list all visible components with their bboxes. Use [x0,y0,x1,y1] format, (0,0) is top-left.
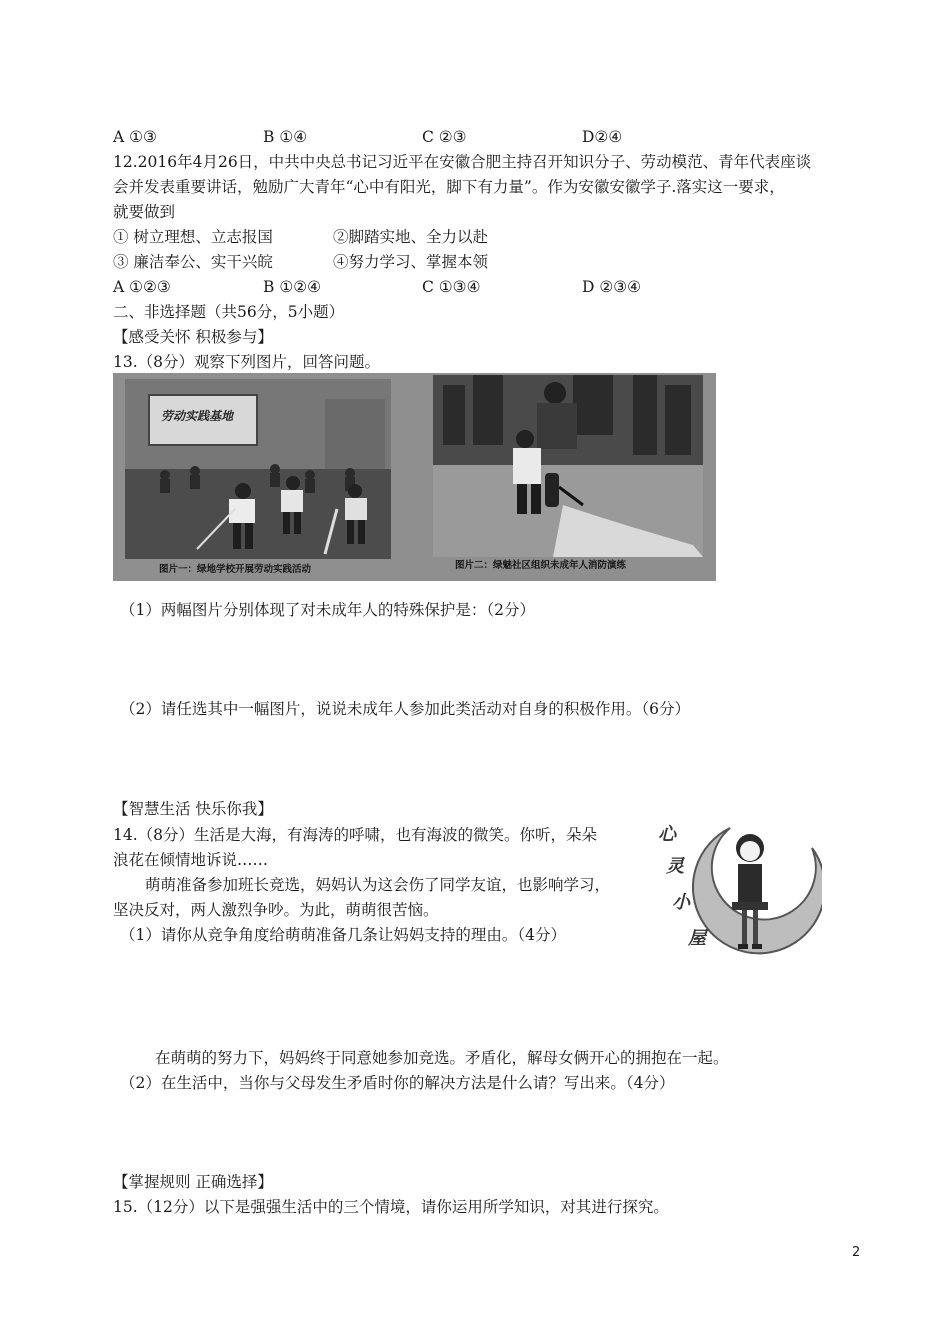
q15-stem: 15.（12分）以下是强强生活中的三个情境，请你运用所学知识，对其进行探究。 [113,1198,669,1216]
photo-1 [125,379,391,559]
q12-item-3: ③ 廉洁奉公、实干兴皖 [113,253,273,271]
q12-line-1: 12.2016年4月26日，中共中央总书记习近平在安徽合肥主持召开知识分子、劳动模范、青年代表座谈 [113,153,812,171]
q11-option-c: C ②③ [422,128,467,146]
photo-1-sign-text: 劳动实践基地 [161,409,234,423]
photo-2 [433,375,703,557]
logo-char-4: 屋 [688,928,706,949]
group-heading-2: 【智慧生活 快乐你我】 [113,800,273,818]
group-heading-3: 【掌握规则 正确选择】 [113,1173,273,1191]
q14-paragraph-line-1: 萌萌准备参加班长竞选，妈妈认为这会伤了同学友谊，也影响学习， [145,876,611,894]
q12-option-c: C ①③④ [422,278,481,296]
q14-sub-2: （2）在生活中，当你与父母发生矛盾时你的解决方法是什么请？写出来。（4分） [120,1074,675,1092]
group-heading-1: 【感受关怀 积极参与】 [113,328,273,346]
q14-paragraph-2: 在萌萌的努力下，妈妈终于同意她参加竞选。矛盾化，解母女俩开心的拥抱在一起。 [155,1049,729,1067]
q14-paragraph-line-2: 坚决反对，两人激烈争吵。为此，萌萌很苦恼。 [113,901,439,919]
q11-option-b: B ①④ [263,128,308,146]
q12-option-a: A ①②③ [113,278,171,296]
photo-2-scene [433,375,703,557]
q13-stem: 13.（8分）观察下列图片，回答问题。 [113,353,381,371]
section-heading: 二、非选择题（共56分，5小题） [113,303,345,321]
logo-char-1: 心 [658,824,676,845]
q11-option-a: A ①③ [113,128,157,146]
photo-1-caption: 图片一：绿地学校开展劳动实践活动 [159,564,312,575]
photo-2-caption: 图片二：绿魅社区组织未成年人消防演练 [455,560,627,571]
q13-sub-1: （1）两幅图片分别体现了对未成年人的特殊保护是：（2分） [120,601,535,619]
q14-line-2: 浪花在倾情地诉说…… [113,851,269,869]
q12-item-2: ②脚踏实地、全力以赴 [333,228,489,246]
q13-sub-2: （2）请任选其中一幅图片，说说未成年人参加此类活动对自身的积极作用。（6分） [120,700,690,718]
q12-line-3: 就要做到 [113,203,176,221]
q14-sub-1: （1）请你从竞争角度给萌萌准备几条让妈妈支持的理由。（4分） [120,926,566,944]
q11-option-d: D②④ [582,128,623,146]
heart-room-logo [652,818,822,960]
q14-line-1: 14.（8分）生活是大海，有海涛的呼啸，也有海波的微笑。你听，朵朵 [113,826,598,844]
q12-option-d: D ②③④ [582,278,642,296]
q12-item-4: ④努力学习、掌握本领 [333,253,489,271]
logo-char-2: 灵 [666,856,684,877]
logo-char-3: 小 [672,892,690,913]
page-number: 2 [852,1245,861,1260]
photo-1-scene [125,379,391,559]
q12-item-1: ① 树立理想、立志报国 [113,228,273,246]
q13-photo-panel [113,373,716,581]
q12-line-2: 会并发表重要讲话，勉励广大青年“心中有阳光，脚下有力量”。作为安徽安徽学子.落实这一要求， [113,178,785,196]
q12-option-b: B ①②④ [263,278,322,296]
